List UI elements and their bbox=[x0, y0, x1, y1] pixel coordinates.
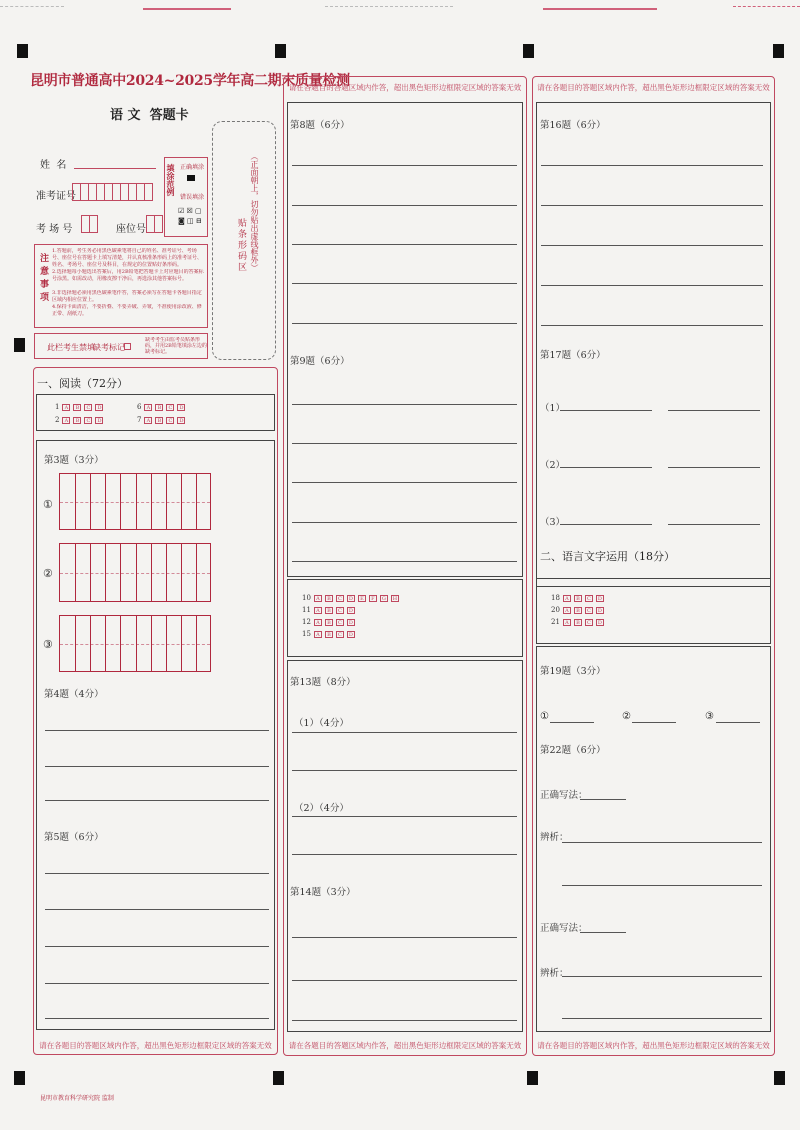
choice-row-2[interactable] bbox=[55, 416, 103, 424]
q17-answer-line[interactable] bbox=[668, 467, 760, 468]
top-edge-dash-left bbox=[0, 6, 64, 7]
choice-num: 6 bbox=[137, 403, 142, 411]
choice-num: 21 bbox=[551, 618, 560, 626]
q13-sub2-label: （2）（4分） bbox=[294, 803, 349, 814]
position-mark bbox=[523, 44, 534, 58]
option-c[interactable]: C bbox=[336, 607, 344, 614]
option-a[interactable]: A bbox=[144, 404, 152, 411]
q13-answer-line[interactable] bbox=[292, 732, 517, 733]
q9-answer-line[interactable] bbox=[292, 482, 517, 483]
middle-header-note: 请在各题目的答题区域内作答，超出黑色矩形边框限定区域的答案无效 bbox=[288, 83, 522, 92]
q13-answer-line[interactable] bbox=[292, 854, 517, 855]
notice-item: 3.非选择题必须用黑色碳素笔作答，答案必须写在答题卡各题目指定区域内相应位置上。 bbox=[52, 290, 202, 303]
option-a[interactable]: A bbox=[314, 595, 322, 602]
q17-answer-line[interactable] bbox=[560, 467, 652, 468]
fill-wrong-samples: ☑ ☒ ▢ ◙ ◫ ⊟ bbox=[178, 207, 202, 225]
option-a[interactable]: A bbox=[314, 619, 322, 626]
q19-mark-3: ③ bbox=[705, 711, 714, 722]
q16-answer-line[interactable] bbox=[541, 165, 763, 166]
option-d[interactable]: D bbox=[179, 417, 184, 424]
fill-example-title: 填涂范例 bbox=[166, 164, 176, 196]
notice-box bbox=[34, 244, 208, 328]
notice-item: 2.选择题每小题选出答案后，用2B铅笔把答题卡上对应题目的答案标号涂黑。如需改动，用橡皮擦干净后，再选涂其他答案标号。 bbox=[52, 269, 204, 282]
q8-answer-line[interactable] bbox=[292, 165, 517, 166]
barcode-note: （正面朝上，切勿贴出虚线框外） bbox=[250, 152, 259, 272]
option-b[interactable]: B bbox=[574, 619, 582, 626]
position-mark bbox=[14, 1071, 25, 1085]
fill-wrong-label: 错误填涂 bbox=[180, 194, 205, 201]
exam-id-label: 准考证号 bbox=[36, 191, 76, 202]
q19-answer-line[interactable] bbox=[550, 722, 594, 723]
q8-answer-line[interactable] bbox=[292, 244, 517, 245]
option-b[interactable]: B bbox=[73, 404, 81, 411]
option-b[interactable]: B bbox=[325, 607, 333, 614]
option-c[interactable]: C bbox=[84, 404, 92, 411]
choice-num: 20 bbox=[551, 606, 560, 614]
choice-row-10[interactable] bbox=[302, 594, 399, 602]
notice-item: 1.答题前，考生务必用黑色碳素笔将自己的姓名、准考证号、考场号、座位号在答题卡上填写清楚，并认真核准条形码上的准考证号、姓名、考场号、座位号及科目，在规定的位置贴好条形码。 bbox=[52, 248, 203, 268]
name-label: 姓 名 bbox=[40, 160, 67, 171]
choice-num: 15 bbox=[302, 630, 311, 638]
q14-answer-line[interactable] bbox=[292, 937, 517, 938]
choice-row-1[interactable] bbox=[55, 403, 103, 411]
top-edge-dash-mid bbox=[325, 6, 453, 7]
q4-answer-line[interactable] bbox=[45, 730, 269, 731]
card-subtitle: 语 文 答题卡 bbox=[110, 108, 189, 123]
option-d[interactable]: D bbox=[597, 595, 602, 602]
absent-mark-label: 缺考标记 bbox=[93, 343, 125, 352]
q22-answer-line[interactable] bbox=[580, 932, 626, 933]
q22-answer-line[interactable] bbox=[562, 885, 762, 886]
exam-id-field[interactable] bbox=[72, 183, 152, 204]
q9-answer-line[interactable] bbox=[292, 561, 517, 562]
q16-label: 第16题（6分） bbox=[540, 120, 606, 131]
q22-answer-line[interactable] bbox=[562, 842, 762, 843]
barcode-area bbox=[212, 121, 276, 360]
q17-answer-line[interactable] bbox=[560, 410, 652, 411]
room-field[interactable] bbox=[81, 215, 97, 236]
q5-answer-line[interactable] bbox=[45, 946, 269, 947]
q19-mark-2: ② bbox=[622, 711, 631, 722]
q8-answer-line[interactable] bbox=[292, 283, 517, 284]
position-mark bbox=[774, 1071, 785, 1085]
q5-label: 第5题（6分） bbox=[44, 832, 104, 843]
q22-answer-line[interactable] bbox=[580, 799, 626, 800]
q9-label: 第9题（6分） bbox=[290, 356, 350, 367]
q13-label: 第13题（8分） bbox=[290, 677, 356, 688]
q19-q22-panel bbox=[536, 646, 771, 1032]
section2-title: 二、语言文字运用（18分） bbox=[540, 550, 675, 563]
q22-analysis-label: 辨析： bbox=[540, 832, 569, 843]
q22-answer-line[interactable] bbox=[562, 1018, 762, 1019]
q13-answer-line[interactable] bbox=[292, 770, 517, 771]
q3-mark-3: ③ bbox=[43, 638, 53, 651]
q8-label: 第8题（6分） bbox=[290, 120, 350, 131]
choice-row-12[interactable] bbox=[302, 618, 355, 626]
q22-correct-label: 正确写法： bbox=[540, 790, 588, 801]
option-b[interactable]: B bbox=[325, 595, 333, 602]
absent-row bbox=[34, 333, 208, 359]
choice-row-15[interactable] bbox=[302, 630, 355, 638]
option-f[interactable]: F bbox=[369, 595, 377, 602]
q14-answer-line[interactable] bbox=[292, 980, 517, 981]
exam-title: 昆明市普通高中2024~2025学年高二期末质量检测 bbox=[30, 73, 350, 89]
left-footer-note: 请在各题目的答题区域内作答，超出黑色矩形边框限定区域的答案无效 bbox=[39, 1041, 272, 1050]
option-c[interactable]: C bbox=[166, 404, 174, 411]
top-edge-dash-right bbox=[733, 6, 800, 7]
q5-answer-line[interactable] bbox=[45, 983, 269, 984]
option-a[interactable]: A bbox=[563, 619, 571, 626]
option-d[interactable]: D bbox=[348, 619, 353, 626]
position-mark bbox=[773, 44, 784, 58]
option-b[interactable]: B bbox=[325, 619, 333, 626]
option-c[interactable]: C bbox=[166, 417, 174, 424]
position-mark bbox=[273, 1071, 284, 1085]
q4-answer-line[interactable] bbox=[45, 800, 269, 801]
option-a[interactable]: A bbox=[62, 404, 70, 411]
q14-answer-line[interactable] bbox=[292, 1020, 517, 1021]
footer-org: 昆明市教育科学研究院 监制 bbox=[40, 1095, 114, 1102]
q3-writing-grid-3[interactable] bbox=[59, 615, 211, 672]
middle-footer-note: 请在各题目的答题区域内作答，超出黑色矩形边框限定区域的答案无效 bbox=[288, 1041, 522, 1050]
right-footer-note: 请在各题目的答题区域内作答，超出黑色矩形边框限定区域的答案无效 bbox=[537, 1041, 770, 1050]
q19-label: 第19题（3分） bbox=[540, 666, 606, 677]
q16-answer-line[interactable] bbox=[541, 245, 763, 246]
option-b[interactable]: B bbox=[155, 404, 163, 411]
q22-correct-label: 正确写法： bbox=[540, 923, 588, 934]
seat-label: 座位号 bbox=[116, 224, 146, 235]
option-e[interactable]: E bbox=[358, 595, 366, 602]
option-d[interactable]: D bbox=[179, 404, 184, 411]
option-c[interactable]: C bbox=[585, 607, 593, 614]
q13-answer-line[interactable] bbox=[292, 816, 517, 817]
position-mark bbox=[527, 1071, 538, 1085]
choice-row-6[interactable] bbox=[137, 403, 185, 411]
option-b[interactable]: B bbox=[574, 607, 582, 614]
q22-answer-line[interactable] bbox=[562, 976, 762, 977]
option-b[interactable]: B bbox=[73, 417, 81, 424]
option-b[interactable]: B bbox=[325, 631, 333, 638]
option-c[interactable]: C bbox=[585, 619, 593, 626]
q17-sub-label: （1） bbox=[540, 403, 566, 414]
q5-answer-line[interactable] bbox=[45, 1018, 269, 1019]
q17-label: 第17题（6分） bbox=[540, 350, 606, 361]
q9-answer-line[interactable] bbox=[292, 443, 517, 444]
fill-example-box bbox=[164, 157, 208, 237]
q17-answer-line[interactable] bbox=[668, 524, 760, 525]
q22-analysis-label: 辨析： bbox=[540, 968, 569, 979]
option-d[interactable]: D bbox=[348, 631, 353, 638]
q5-answer-line[interactable] bbox=[45, 909, 269, 910]
q14-label: 第14题（3分） bbox=[290, 887, 356, 898]
q9-answer-line[interactable] bbox=[292, 522, 517, 523]
q22-label: 第22题（6分） bbox=[540, 745, 606, 756]
position-mark bbox=[17, 44, 28, 58]
option-c[interactable]: C bbox=[585, 595, 593, 602]
option-d[interactable]: D bbox=[348, 595, 353, 602]
option-a[interactable]: A bbox=[314, 607, 322, 614]
q4-answer-line[interactable] bbox=[45, 766, 269, 767]
notice-item: 4.保持卡面清洁，不要折叠、不要弄破、弄皱，不准使用涂改液、修正带、刮纸刀。 bbox=[52, 304, 202, 317]
q16-q17-panel bbox=[536, 102, 771, 587]
position-mark bbox=[275, 44, 286, 58]
option-c[interactable]: C bbox=[336, 619, 344, 626]
option-d[interactable]: D bbox=[97, 417, 102, 424]
q4-label: 第4题（4分） bbox=[44, 689, 104, 700]
q3-label: 第3题（3分） bbox=[44, 455, 104, 466]
choice-row-11[interactable] bbox=[302, 606, 355, 614]
top-edge-red-mid bbox=[143, 8, 231, 10]
position-mark bbox=[14, 338, 25, 352]
q3-writing-grid-1[interactable] bbox=[59, 473, 211, 530]
q17-answer-line[interactable] bbox=[668, 410, 760, 411]
option-d[interactable]: D bbox=[97, 404, 102, 411]
right-header-note: 请在各题目的答题区域内作答，超出黑色矩形边框限定区域的答案无效 bbox=[537, 83, 770, 92]
q13-sub1-label: （1）（4分） bbox=[294, 718, 349, 729]
q3-writing-grid-2[interactable] bbox=[59, 543, 211, 602]
choice-num: 18 bbox=[551, 594, 560, 602]
absent-note: 缺考考生由监考员贴条形码，并用2B铅笔填涂左边的缺考标记。 bbox=[145, 337, 207, 355]
option-a[interactable]: A bbox=[314, 631, 322, 638]
q16-answer-line[interactable] bbox=[541, 205, 763, 206]
choice-row-7[interactable] bbox=[137, 416, 185, 424]
option-d[interactable]: D bbox=[348, 607, 353, 614]
fill-correct-label: 正确填涂 bbox=[180, 164, 205, 171]
option-b[interactable]: B bbox=[155, 417, 163, 424]
q17-answer-line[interactable] bbox=[560, 524, 652, 525]
choice-num: 10 bbox=[302, 594, 311, 602]
q16-answer-line[interactable] bbox=[541, 285, 763, 286]
room-label: 考 场 号 bbox=[36, 224, 73, 235]
top-edge-red-right bbox=[543, 8, 657, 10]
absent-mark-checkbox[interactable] bbox=[124, 343, 131, 350]
q17-sub-label: （3） bbox=[540, 517, 566, 528]
absent-label: 此栏考生禁填 bbox=[47, 343, 95, 352]
option-g[interactable]: G bbox=[381, 595, 386, 602]
section1-title: 一、阅读（72分） bbox=[37, 377, 128, 390]
choice-row-21[interactable] bbox=[551, 618, 604, 626]
q17-sub-label: （2） bbox=[540, 460, 566, 471]
choice-panel-1 bbox=[36, 394, 275, 431]
q8-q9-panel bbox=[287, 102, 523, 577]
option-a[interactable]: A bbox=[144, 417, 152, 424]
option-h[interactable]: H bbox=[392, 595, 398, 602]
option-a[interactable]: A bbox=[563, 595, 571, 602]
choice-num: 2 bbox=[55, 416, 60, 424]
q8-answer-line[interactable] bbox=[292, 323, 517, 324]
q19-mark-1: ① bbox=[540, 711, 549, 722]
q16-answer-line[interactable] bbox=[541, 325, 763, 326]
barcode-label: 贴条形码区 bbox=[236, 218, 246, 273]
name-field[interactable] bbox=[74, 168, 156, 169]
choice-num: 11 bbox=[302, 606, 311, 614]
option-c[interactable]: C bbox=[336, 595, 344, 602]
q9-answer-line[interactable] bbox=[292, 404, 517, 405]
choice-num: 12 bbox=[302, 618, 311, 626]
choice-row-18[interactable] bbox=[551, 594, 604, 602]
option-d[interactable]: D bbox=[597, 607, 602, 614]
q19-answer-line[interactable] bbox=[632, 722, 676, 723]
q3-mark-1: ① bbox=[43, 498, 53, 511]
fill-correct-sample bbox=[187, 175, 195, 181]
notice-title: 注意事项 bbox=[38, 253, 48, 305]
q3-mark-2: ② bbox=[43, 567, 53, 580]
choice-num: 1 bbox=[55, 403, 60, 411]
seat-field[interactable] bbox=[146, 215, 162, 236]
q5-answer-line[interactable] bbox=[45, 873, 269, 874]
option-c[interactable]: C bbox=[84, 417, 92, 424]
option-d[interactable]: D bbox=[597, 619, 602, 626]
q8-answer-line[interactable] bbox=[292, 205, 517, 206]
q19-answer-line[interactable] bbox=[716, 722, 760, 723]
option-a[interactable]: A bbox=[62, 417, 70, 424]
choice-num: 7 bbox=[137, 416, 142, 424]
option-b[interactable]: B bbox=[574, 595, 582, 602]
option-a[interactable]: A bbox=[563, 607, 571, 614]
option-c[interactable]: C bbox=[336, 631, 344, 638]
choice-row-20[interactable] bbox=[551, 606, 604, 614]
